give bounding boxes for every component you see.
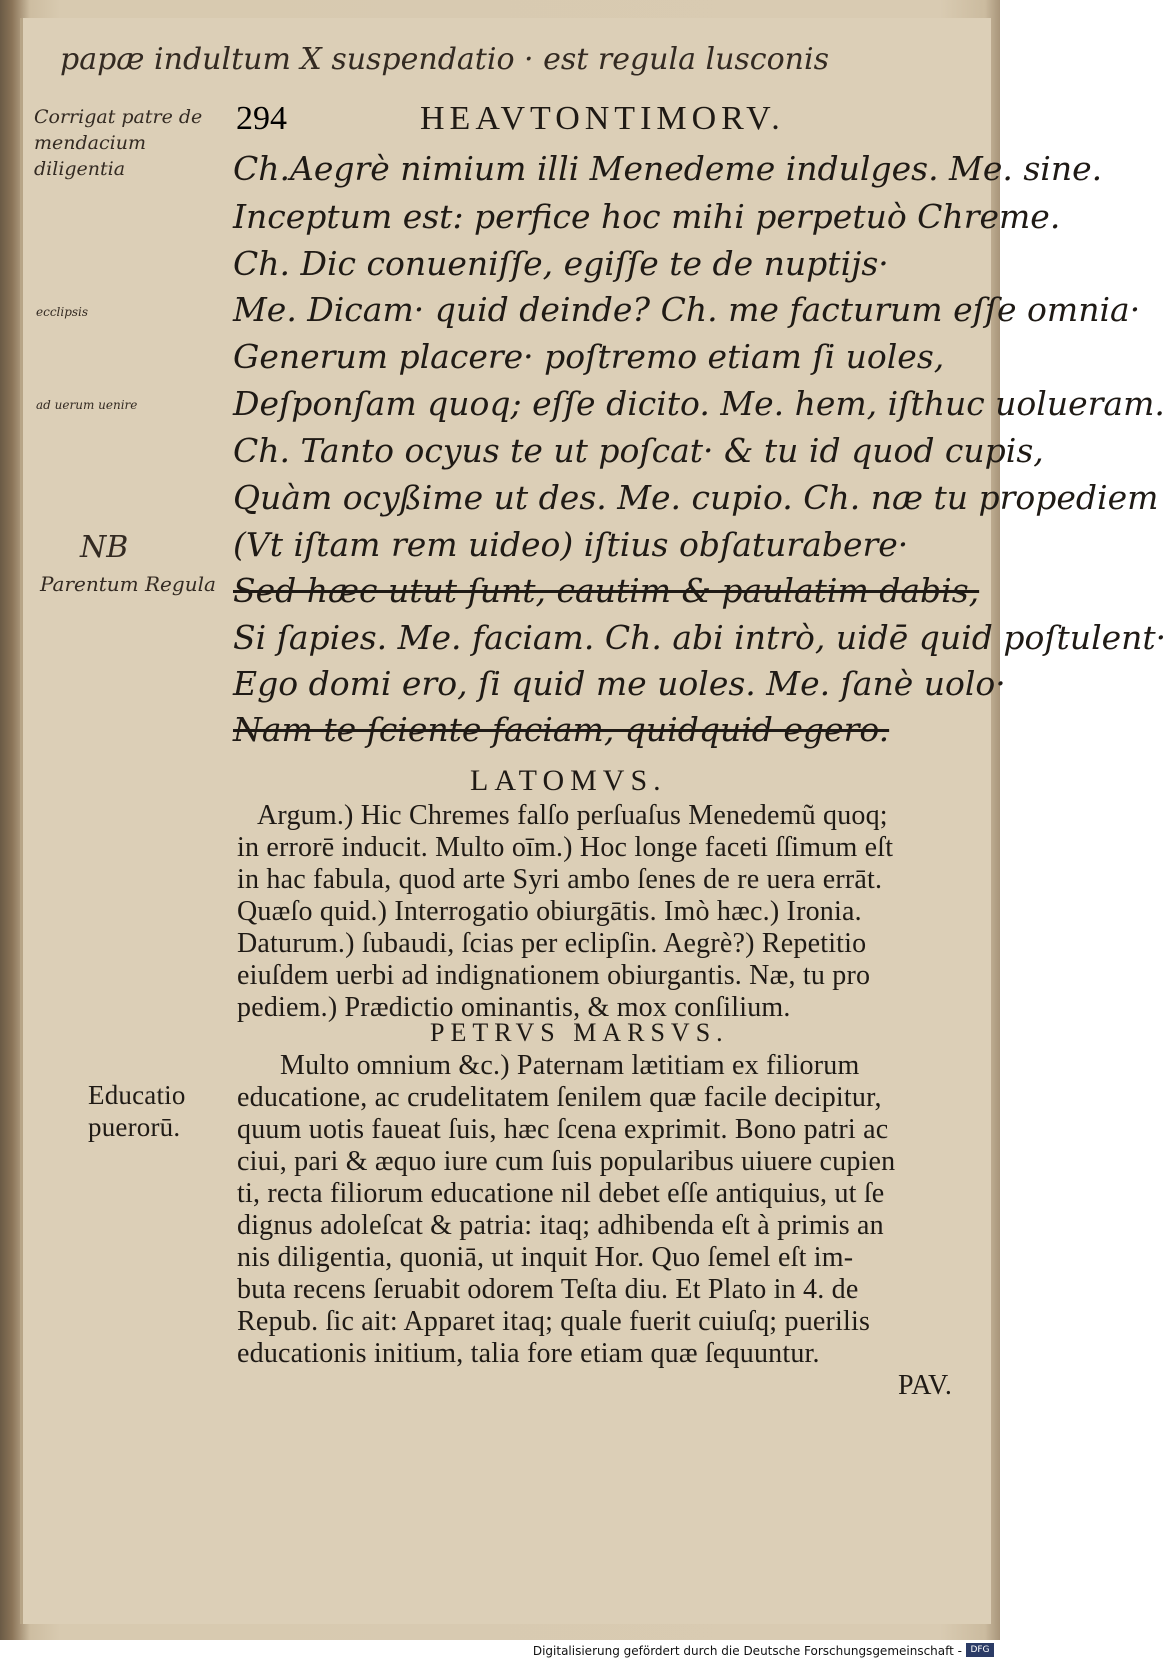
commentary-line: Argum.) Hic Chremes falſo perſuaſus Menedemũ quoq; — [257, 800, 888, 831]
commentary-line: ti, recta filiorum educatione nil debet eſſe antiquius, ut ſe — [237, 1178, 885, 1209]
marsus-heading: PETRVS MARSVS. — [430, 1018, 729, 1047]
handwritten-top-note: papæ indultum X suspendatio · est regula lusconis — [60, 42, 829, 77]
commentary-line: educatione, ac crudelitatem ſenilem quæ facile decipitur, — [237, 1082, 882, 1113]
verse-line: (Vt iſtam rem uideo) iſtius obſaturabere· — [233, 525, 909, 564]
commentary-line: Daturum.) ſubaudi, ſcias per eclipſin. Aegrè?) Repetitio — [237, 928, 867, 959]
verse-line-struck: Sed hæc utut ſunt, cautim & paulatim dabis, — [233, 571, 980, 610]
commentary-line: nis diligentia, quoniā, ut inquit Hor. Quo ſemel eſt im- — [237, 1242, 854, 1273]
margin-note-top-left: Corrigat patre de mendacium diligentia — [34, 106, 203, 180]
verse-line: Ch. Tanto ocyus te ut poſcat· & tu id quod cupis, — [233, 431, 1044, 470]
commentary-line: Multo omnium &c.) Paternam lætitiam ex filiorum — [280, 1050, 860, 1081]
verse-line: Inceptum est: perfice hoc mihi perpetuò Chreme. — [233, 197, 1061, 236]
verse-line: Generum placere· poſtremo etiam ſi uoles, — [233, 337, 945, 376]
verse-line: Ch. Dic conueniſſe, egiſſe te de nuptijs· — [233, 244, 889, 283]
commentary-line: eiuſdem uerbi ad indignationem obiurgantis. Næ, tu pro — [237, 960, 871, 991]
latomus-heading: LATOMVS. — [470, 764, 667, 797]
page-number: 294 — [236, 100, 287, 137]
commentary-line: pediem.) Prædictio ominantis, & mox conſilium. — [237, 992, 791, 1023]
commentary-line: Repub. ſic ait: Apparet itaq; quale fuerit cuiuſq; puerilis — [237, 1306, 871, 1337]
margin-note-educatio: Educatio — [88, 1080, 186, 1110]
running-title: HEAVTONTIMORV. — [420, 100, 785, 137]
commentary-line: Quæſo quid.) Interrogatio obiurgātis. Imò hæc.) Ironia. — [237, 896, 862, 927]
catchword: PAV. — [898, 1370, 953, 1401]
margin-note-nb: NB — [80, 530, 129, 565]
verse-line: Me. Dicam· quid deinde? Ch. me facturum eſſe omnia· — [233, 290, 1141, 329]
verse-line: Deſponſam quoq; eſſe dicito. Me. hem, iſthuc uolueram. — [233, 384, 1165, 423]
margin-note-parentum: Parentum Regula — [40, 572, 216, 596]
commentary-line: dignus adoleſcat & patria: itaq; adhibenda eſt à primis an — [237, 1210, 884, 1241]
commentary-line: ciui, pari & æquo iure cum ſuis popularibus uiuere cupien — [237, 1146, 896, 1177]
margin-note-ad-verum: ad uerum uenire — [36, 398, 138, 412]
margin-note-puerorum: puerorū. — [88, 1112, 181, 1142]
verse-line: Si ſapies. Me. faciam. Ch. abi intrò, uidē quid poſtulent· — [233, 618, 1166, 657]
commentary-line: quum uotis faueat ſuis, hæc ſcena exprimit. Bono patri ac — [237, 1114, 889, 1145]
footer-credit: Digitalisierung gefördert durch die Deutsche Forschungsgemeinschaft - — [532, 1644, 962, 1658]
verse-line: Ch.Aegrè nimium illi Menedeme indulges. Me. sine. — [233, 149, 1103, 188]
commentary-line: in hac fabula, quod arte Syri ambo ſenes de re uera errāt. — [237, 864, 883, 895]
verse-line: Ego domi ero, ſi quid me uoles. Me. ſanè uolo· — [233, 664, 1006, 703]
dfg-logo: DFG — [966, 1643, 994, 1657]
commentary-line: buta recens ſeruabit odorem Teſta diu. Et Plato in 4. de — [237, 1274, 859, 1305]
verse-line: Quàm ocyßime ut des. Me. cupio. Ch. næ tu propediem — [233, 478, 1159, 517]
commentary-line: educationis initium, talia fore etiam quæ ſequuntur. — [237, 1338, 820, 1369]
verse-line-struck: Nam te ſciente faciam, quidquid egero. — [233, 710, 890, 749]
digitization-footer — [0, 1640, 1000, 1662]
commentary-line: in errorē inducit. Multo oīm.) Hoc longe faceti ſſimum eſt — [237, 832, 894, 863]
margin-note-ecclipsis: ecclipsis — [36, 305, 89, 319]
